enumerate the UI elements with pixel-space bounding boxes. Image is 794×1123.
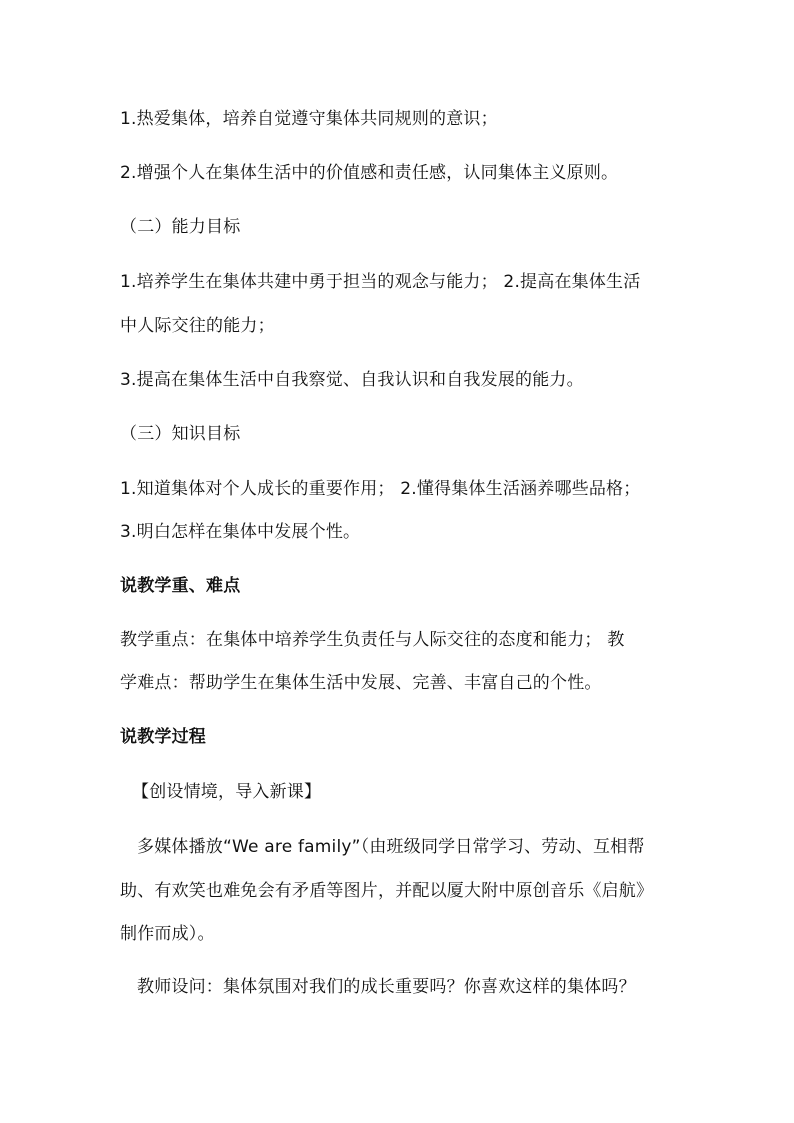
section-ability-goals: （二）能力目标 xyxy=(120,217,241,237)
goal-knowledge-1-2: 1.知道集体对个人成长的重要作用； 2.懂得集体生活涵养哪些品格； xyxy=(120,479,641,499)
process-question: 教师设问：集体氛围对我们的成长重要吗？你喜欢这样的集体吗？ xyxy=(137,977,636,997)
goal-attitude-2: 2.增强个人在集体生活中的价值感和责任感，认同集体主义原则。 xyxy=(120,163,619,183)
process-text-2: 助、有欢笑也难免会有矛盾等图片，并配以厦大附中原创音乐《启航》 xyxy=(120,881,654,901)
key-points-text-2: 学难点：帮助学生在集体生活中发展、完善、丰富自己的个性。 xyxy=(120,673,602,693)
goal-ability-2-continued: 中人际交往的能力； xyxy=(120,316,275,336)
goal-knowledge-3: 3.明白怎样在集体中发展个性。 xyxy=(120,522,361,542)
goal-attitude-1: 1.热爱集体，培养自觉遵守集体共同规则的意识； xyxy=(120,109,498,129)
goal-ability-3: 3.提高在集体生活中自我察觉、自我认识和自我发展的能力。 xyxy=(120,370,584,390)
heading-key-points: 说教学重、难点 xyxy=(120,576,241,596)
process-text-3: 制作而成）。 xyxy=(120,924,215,944)
process-text-1: 多媒体播放“We are family”（由班级同学日常学习、劳动、互相帮 xyxy=(137,837,645,857)
heading-teaching-process: 说教学过程 xyxy=(120,727,206,747)
section-knowledge-goals: （三）知识目标 xyxy=(120,424,241,444)
key-points-text-1: 教学重点：在集体中培养学生负责任与人际交往的态度和能力； 教 xyxy=(120,630,625,650)
process-intro-heading: 【创设情境，导入新课】 xyxy=(132,782,322,802)
goal-ability-1-2: 1.培养学生在集体共建中勇于担当的观念与能力； 2.提高在集体生活 xyxy=(120,272,641,292)
